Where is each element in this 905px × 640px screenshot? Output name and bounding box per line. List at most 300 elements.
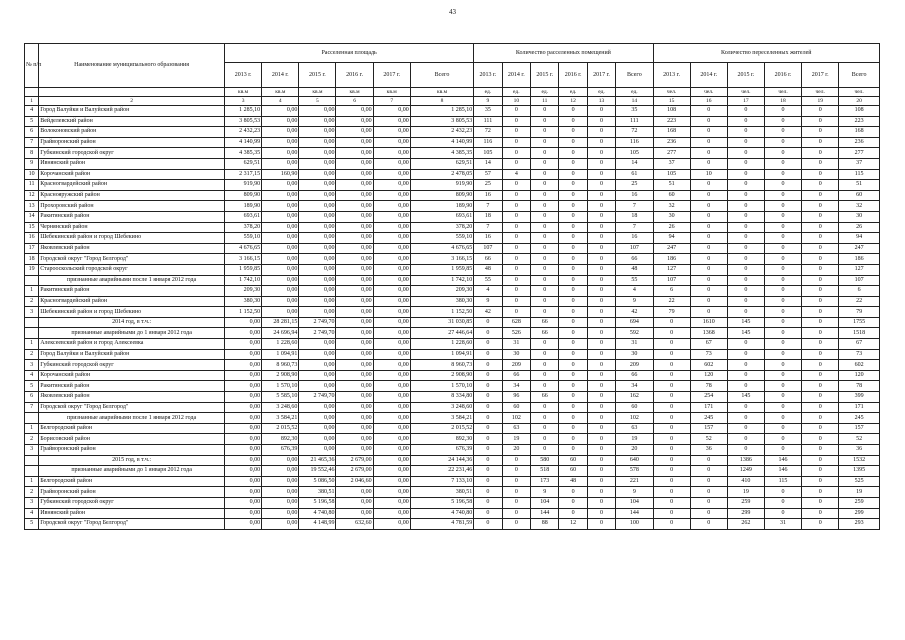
rooms-cell: 0	[502, 158, 530, 169]
table-row	[25, 180, 880, 191]
row-number: 1	[25, 339, 39, 350]
row-number: 4	[25, 106, 39, 117]
table-row	[25, 286, 880, 297]
area-cell: 0,00	[336, 445, 373, 456]
rooms-cell: 0	[587, 402, 615, 413]
municipality-name: 2015 год, в т.ч.:	[39, 455, 225, 466]
column-number: 8	[410, 97, 473, 106]
municipality-name: Волоконовский район	[39, 127, 225, 138]
rooms-cell: 0	[587, 434, 615, 445]
area-cell: 0,00	[373, 127, 410, 138]
rooms-cell: 0	[587, 169, 615, 180]
area-cell: 629,51	[225, 158, 262, 169]
rooms-cell: 0	[502, 222, 530, 233]
unit-cell-empty	[39, 88, 225, 97]
rooms-cell: 0	[502, 307, 530, 318]
rooms-cell: 0	[474, 434, 502, 445]
people-cell: 0	[653, 381, 690, 392]
area-cell: 0,00	[225, 413, 262, 424]
row-number: 2	[25, 296, 39, 307]
area-cell: 676,39	[410, 445, 473, 456]
table-row	[25, 476, 880, 487]
rooms-cell: 0	[502, 476, 530, 487]
header-area-year-4: 2017 г.	[373, 63, 410, 88]
area-cell: 0,00	[336, 148, 373, 159]
people-cell: 236	[839, 137, 880, 148]
area-cell: 7 133,10	[410, 476, 473, 487]
area-cell: 209,30	[225, 286, 262, 297]
area-cell: 0,00	[225, 381, 262, 392]
area-cell: 0,00	[262, 519, 299, 530]
people-cell: 0	[653, 434, 690, 445]
column-number: 17	[727, 97, 764, 106]
people-cell: 0	[764, 434, 801, 445]
area-cell: 0,00	[373, 222, 410, 233]
rooms-cell: 0	[474, 455, 502, 466]
area-cell: 0,00	[225, 434, 262, 445]
people-cell: 0	[764, 402, 801, 413]
rooms-cell: 0	[474, 466, 502, 477]
table-row	[25, 201, 880, 212]
people-cell: 146	[764, 466, 801, 477]
rooms-cell: 16	[474, 190, 502, 201]
rooms-cell: 0	[587, 445, 615, 456]
row-number: 14	[25, 211, 39, 222]
municipality-name: Алексеевский район и город Алексеевка	[39, 339, 225, 350]
rooms-cell: 66	[531, 328, 559, 339]
rooms-cell: 4	[502, 169, 530, 180]
area-cell: 0,00	[225, 360, 262, 371]
rooms-cell: 0	[559, 137, 587, 148]
people-cell: 0	[653, 445, 690, 456]
area-cell: 1 959,85	[225, 264, 262, 275]
rooms-cell: 4	[616, 286, 653, 297]
row-number: 12	[25, 190, 39, 201]
people-cell: 254	[690, 392, 727, 403]
unit-people: чел.	[727, 88, 764, 97]
rooms-cell: 0	[531, 275, 559, 286]
column-number: 6	[336, 97, 373, 106]
area-cell: 0,00	[373, 116, 410, 127]
rooms-cell: 12	[559, 519, 587, 530]
rooms-cell: 63	[616, 423, 653, 434]
rooms-cell: 30	[502, 349, 530, 360]
area-cell: 4 140,99	[410, 137, 473, 148]
area-cell: 1 570,10	[410, 381, 473, 392]
area-cell: 380,30	[225, 296, 262, 307]
people-cell: 30	[839, 211, 880, 222]
area-cell: 24 696,94	[262, 328, 299, 339]
header-people-year-0: 2013 г.	[653, 63, 690, 88]
people-cell: 79	[839, 307, 880, 318]
people-cell: 0	[764, 201, 801, 212]
people-cell: 107	[653, 275, 690, 286]
rooms-cell: 0	[474, 476, 502, 487]
rooms-cell: 0	[502, 275, 530, 286]
table-row	[25, 392, 880, 403]
municipality-name: Чернянский район	[39, 222, 225, 233]
area-cell: 0,00	[336, 296, 373, 307]
row-number: 6	[25, 127, 39, 138]
area-cell: 0,00	[336, 211, 373, 222]
area-cell: 0,00	[336, 370, 373, 381]
area-cell: 0,00	[373, 519, 410, 530]
people-cell: 0	[690, 211, 727, 222]
table-row	[25, 360, 880, 371]
rooms-cell: 0	[502, 286, 530, 297]
rooms-cell: 0	[559, 211, 587, 222]
area-cell: 2 015,52	[262, 423, 299, 434]
table-row	[25, 243, 880, 254]
unit-rooms: ед.	[531, 88, 559, 97]
rooms-cell: 0	[502, 190, 530, 201]
municipality-name: Грайворонский район	[39, 445, 225, 456]
rooms-cell: 102	[502, 413, 530, 424]
rooms-cell: 88	[531, 519, 559, 530]
area-cell: 892,30	[410, 434, 473, 445]
rooms-cell: 221	[616, 476, 653, 487]
people-cell: 0	[727, 286, 764, 297]
area-cell: 2 046,60	[336, 476, 373, 487]
people-cell: 0	[764, 137, 801, 148]
unit-rooms: ед.	[502, 88, 530, 97]
area-cell: 0,00	[336, 423, 373, 434]
rooms-cell: 0	[474, 349, 502, 360]
area-cell: 0,00	[262, 106, 299, 117]
people-cell: 0	[727, 127, 764, 138]
people-cell: 236	[653, 137, 690, 148]
rooms-cell: 0	[587, 180, 615, 191]
people-cell: 0	[727, 445, 764, 456]
rooms-cell: 0	[502, 466, 530, 477]
rooms-cell: 116	[474, 137, 502, 148]
table-row	[25, 127, 880, 138]
unit-rooms: ед.	[474, 88, 502, 97]
rooms-cell: 100	[616, 519, 653, 530]
rooms-cell: 0	[474, 519, 502, 530]
header-rooms-year-0: 2013 г.	[474, 63, 502, 88]
people-cell: 157	[690, 423, 727, 434]
people-cell: 0	[690, 233, 727, 244]
rooms-cell: 0	[559, 201, 587, 212]
people-cell: 0	[653, 317, 690, 328]
people-cell: 0	[802, 339, 839, 350]
unit-area: кв.м	[336, 88, 373, 97]
area-cell: 0,00	[299, 137, 336, 148]
rooms-cell: 0	[559, 307, 587, 318]
people-cell: 0	[690, 106, 727, 117]
area-cell: 2 015,52	[410, 423, 473, 434]
area-cell: 809,90	[225, 190, 262, 201]
table-row	[25, 508, 880, 519]
rooms-cell: 14	[616, 158, 653, 169]
rooms-cell: 105	[616, 148, 653, 159]
header-people-year-1: 2014 г.	[690, 63, 727, 88]
rooms-cell: 162	[616, 392, 653, 403]
people-cell: 0	[727, 413, 764, 424]
unit-rooms: ед.	[587, 88, 615, 97]
people-cell: 0	[690, 286, 727, 297]
area-cell: 2 679,00	[336, 466, 373, 477]
people-cell: 223	[839, 116, 880, 127]
people-cell: 73	[839, 349, 880, 360]
area-cell: 0,00	[262, 201, 299, 212]
area-cell: 0,00	[336, 434, 373, 445]
area-cell: 0,00	[373, 137, 410, 148]
people-cell: 31	[764, 519, 801, 530]
rooms-cell: 0	[531, 423, 559, 434]
people-cell: 146	[764, 455, 801, 466]
rooms-cell: 55	[474, 275, 502, 286]
rooms-cell: 14	[474, 158, 502, 169]
area-cell: 0,00	[336, 381, 373, 392]
municipality-name: Яковлевский район	[39, 243, 225, 254]
rooms-cell: 0	[559, 264, 587, 275]
row-number: 3	[25, 307, 39, 318]
area-cell: 0,00	[336, 106, 373, 117]
area-cell: 0,00	[299, 148, 336, 159]
area-cell: 0,00	[373, 497, 410, 508]
people-cell: 0	[690, 508, 727, 519]
area-cell: 0,00	[262, 127, 299, 138]
people-cell: 105	[653, 169, 690, 180]
people-cell: 0	[727, 190, 764, 201]
rooms-cell: 0	[474, 339, 502, 350]
rooms-cell: 9	[474, 296, 502, 307]
municipality-name: 2014 год, в т.ч.:	[39, 317, 225, 328]
table-row	[25, 497, 880, 508]
row-number: 4	[25, 508, 39, 519]
area-cell: 0,00	[299, 243, 336, 254]
area-cell: 0,00	[262, 211, 299, 222]
rooms-cell: 578	[616, 466, 653, 477]
people-cell: 0	[690, 275, 727, 286]
row-number: 19	[25, 264, 39, 275]
area-cell: 0,00	[336, 317, 373, 328]
table-row	[25, 211, 880, 222]
area-cell: 4 676,65	[225, 243, 262, 254]
table-row	[25, 148, 880, 159]
rooms-cell: 0	[559, 296, 587, 307]
people-cell: 0	[727, 211, 764, 222]
rooms-cell: 107	[616, 243, 653, 254]
rooms-cell: 0	[559, 148, 587, 159]
rooms-cell: 0	[587, 317, 615, 328]
row-number	[25, 328, 39, 339]
area-cell: 0,00	[299, 339, 336, 350]
row-number: 13	[25, 201, 39, 212]
table-row	[25, 423, 880, 434]
area-cell: 0,00	[225, 392, 262, 403]
rooms-cell: 16	[616, 233, 653, 244]
area-cell: 3 584,21	[410, 413, 473, 424]
area-cell: 919,90	[225, 180, 262, 191]
people-cell: 0	[764, 392, 801, 403]
people-cell: 0	[802, 254, 839, 265]
people-cell: 0	[802, 307, 839, 318]
unit-cell-empty	[25, 88, 39, 97]
area-cell: 0,00	[336, 190, 373, 201]
people-cell: 0	[653, 402, 690, 413]
header-rooms-year-2: 2015 г.	[531, 63, 559, 88]
rooms-cell: 35	[474, 106, 502, 117]
rooms-cell: 0	[502, 148, 530, 159]
rooms-cell: 104	[531, 497, 559, 508]
rooms-cell: 628	[502, 317, 530, 328]
row-number: 1	[25, 423, 39, 434]
municipality-name: признанные аварийными после 1 января 2012 года	[39, 275, 225, 286]
rooms-cell: 0	[531, 445, 559, 456]
people-cell: 1386	[727, 455, 764, 466]
rooms-cell: 0	[531, 137, 559, 148]
table-row	[25, 445, 880, 456]
area-cell: 0,00	[336, 180, 373, 191]
rooms-cell: 0	[502, 211, 530, 222]
rooms-cell: 0	[531, 201, 559, 212]
area-cell: 0,00	[225, 497, 262, 508]
area-cell: 0,00	[299, 360, 336, 371]
rooms-cell: 31	[502, 339, 530, 350]
column-number: 11	[531, 97, 559, 106]
rooms-cell: 0	[587, 286, 615, 297]
table-row	[25, 339, 880, 350]
people-cell: 115	[839, 169, 880, 180]
rooms-cell: 0	[502, 243, 530, 254]
rooms-cell: 18	[616, 211, 653, 222]
area-cell: 0,00	[225, 455, 262, 466]
people-cell: 168	[653, 127, 690, 138]
area-cell: 0,00	[373, 328, 410, 339]
area-cell: 1 570,10	[262, 381, 299, 392]
rooms-cell: 0	[502, 254, 530, 265]
area-cell: 189,90	[410, 201, 473, 212]
rooms-cell: 55	[616, 275, 653, 286]
area-cell: 0,00	[299, 169, 336, 180]
area-cell: 676,39	[262, 445, 299, 456]
municipality-name: Корочанский район	[39, 370, 225, 381]
people-cell: 108	[653, 106, 690, 117]
row-number: 2	[25, 434, 39, 445]
rooms-cell: 0	[531, 264, 559, 275]
rooms-cell: 0	[531, 127, 559, 138]
area-cell: 0,00	[373, 180, 410, 191]
municipality-name: Прохоровский район	[39, 201, 225, 212]
rooms-cell: 580	[531, 455, 559, 466]
people-cell: 145	[727, 392, 764, 403]
area-cell: 0,00	[373, 434, 410, 445]
column-number: 5	[299, 97, 336, 106]
people-cell: 51	[653, 180, 690, 191]
rooms-cell: 0	[531, 243, 559, 254]
people-cell: 0	[727, 381, 764, 392]
people-cell: 0	[727, 137, 764, 148]
municipality-name: Грайворонский район	[39, 487, 225, 498]
header-people-year-4: 2017 г.	[802, 63, 839, 88]
rooms-cell: 20	[616, 445, 653, 456]
people-cell: 0	[764, 243, 801, 254]
area-cell: 629,51	[410, 158, 473, 169]
municipality-name: Корочанский район	[39, 169, 225, 180]
area-cell: 0,00	[262, 508, 299, 519]
area-cell: 0,00	[373, 190, 410, 201]
people-cell: 60	[839, 190, 880, 201]
row-number: 8	[25, 148, 39, 159]
area-cell: 0,00	[336, 127, 373, 138]
area-cell: 5 585,10	[262, 392, 299, 403]
people-cell: 0	[802, 180, 839, 191]
rooms-cell: 57	[474, 169, 502, 180]
header-rooms-year-1: 2014 г.	[502, 63, 530, 88]
rooms-cell: 0	[587, 423, 615, 434]
people-cell: 247	[653, 243, 690, 254]
header-area-year-1: 2014 г.	[262, 63, 299, 88]
municipality-name: Ивнянский район	[39, 158, 225, 169]
people-cell: 0	[727, 180, 764, 191]
rooms-cell: 0	[474, 497, 502, 508]
area-cell: 0,00	[262, 233, 299, 244]
row-number: 9	[25, 158, 39, 169]
column-number: 9	[474, 97, 502, 106]
rooms-cell: 7	[616, 201, 653, 212]
rooms-cell: 0	[559, 445, 587, 456]
people-cell: 0	[764, 317, 801, 328]
rooms-cell: 0	[531, 307, 559, 318]
people-cell: 245	[839, 413, 880, 424]
people-cell: 1249	[727, 466, 764, 477]
people-cell: 1518	[839, 328, 880, 339]
area-cell: 0,00	[299, 127, 336, 138]
area-cell: 0,00	[336, 413, 373, 424]
area-cell: 24 144,36	[410, 455, 473, 466]
rooms-cell: 0	[587, 370, 615, 381]
people-cell: 0	[764, 508, 801, 519]
people-cell: 0	[764, 328, 801, 339]
rooms-cell: 0	[531, 296, 559, 307]
area-cell: 189,90	[225, 201, 262, 212]
unit-people: чел.	[764, 88, 801, 97]
table-row	[25, 328, 880, 339]
rooms-cell: 0	[559, 275, 587, 286]
rooms-cell: 111	[616, 116, 653, 127]
rooms-cell: 173	[531, 476, 559, 487]
people-cell: 30	[653, 211, 690, 222]
people-cell: 0	[653, 392, 690, 403]
rooms-cell: 640	[616, 455, 653, 466]
people-cell: 0	[727, 106, 764, 117]
rooms-cell: 0	[559, 423, 587, 434]
rooms-cell: 0	[474, 413, 502, 424]
people-cell: 277	[653, 148, 690, 159]
rooms-cell: 0	[559, 508, 587, 519]
people-cell: 0	[727, 116, 764, 127]
area-cell: 0,00	[373, 264, 410, 275]
people-cell: 0	[802, 296, 839, 307]
area-cell: 0,00	[262, 296, 299, 307]
rooms-cell: 694	[616, 317, 653, 328]
people-cell: 0	[764, 339, 801, 350]
page-number: 43	[449, 8, 456, 16]
people-cell: 602	[690, 360, 727, 371]
table-row	[25, 254, 880, 265]
people-cell: 0	[802, 434, 839, 445]
area-cell: 2 749,70	[299, 328, 336, 339]
people-cell: 186	[653, 254, 690, 265]
municipality-name: Губкинский городской округ	[39, 148, 225, 159]
rooms-cell: 0	[531, 286, 559, 297]
rooms-cell: 0	[531, 211, 559, 222]
people-cell: 0	[764, 413, 801, 424]
rooms-cell: 0	[531, 339, 559, 350]
